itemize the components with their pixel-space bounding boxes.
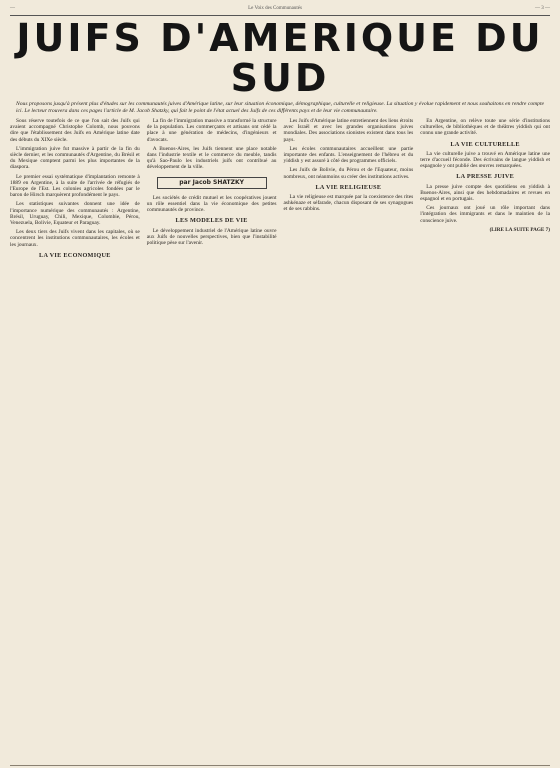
- paragraph: La vie culturelle juive a trouvé en Amérique latine une terre d'accueil féconde. Des écrivains de langue yiddish et espagnole y ont publié des œuvres remarquées.: [420, 150, 550, 170]
- paragraph: Les Juifs d'Amérique latine entretiennent des liens étroits avec Israël et avec les grandes organisations juives mondiales. Des associations sionistes existent dans tous les pays.: [283, 118, 414, 143]
- column-4: [420, 118, 550, 262]
- paragraph: La vie religieuse est marquée par la coexistence des rites ashkénaze et séfarade, chacun disposant de ses synagogues et de ses rabbins.: [283, 194, 414, 213]
- paragraph: La presse juive compte des quotidiens en yiddish à Buenos-Aires, ainsi que des hebdomadaires et revues en espagnol et en portugais.: [420, 183, 550, 203]
- paragraph: Les sociétés de crédit mutuel et les coopératives jouent un rôle essentiel dans la vie économique des petites communautés de province.: [146, 194, 277, 214]
- header-left: —: [10, 6, 15, 11]
- paragraph: En Argentine, on relève toute une série d'institutions culturelles, de bibliothèques et de théâtres yiddish qui ont connu une grande activité.: [420, 118, 550, 137]
- paragraph: Sous réserve toutefois de ce que l'on sait des Juifs qui avaient accompagné Christophe Colomb, nous pouvons dire que l'établissement des Juifs en Amérique latine date des débuts du XIXe siècle.: [10, 118, 140, 143]
- section-heading-economy: LA VIE ECONOMIQUE: [39, 251, 111, 259]
- paragraph: A Buenos-Aires, les Juifs tiennent une place notable dans l'industrie textile et le commerce du meuble, tandis qu'à Sao-Paulo les industriels juifs ont contribué au développement de la ville.: [146, 145, 277, 171]
- article-columns: [10, 118, 550, 262]
- section-heading-presse: LA PRESSE JUIVE: [456, 173, 515, 181]
- section-heading-modeles: LES MODELES DE VIE: [175, 217, 248, 225]
- section-heading-religion: LA VIE RELIGIEUSE: [315, 183, 382, 191]
- paragraph: Ces journaux ont joué un rôle important dans l'intégration des immigrants et dans le maintien de la conscience juive.: [420, 205, 550, 224]
- running-header: [10, 6, 550, 14]
- author-byline: par Jacob SHATZKY: [157, 177, 267, 189]
- paragraph: La fin de l'immigration massive a transformé la structure de la population. Les commerçants et artisans ont cédé la place à une génération de médecins, d'ingénieurs et d'avocats.: [146, 118, 277, 143]
- column-3: [284, 118, 414, 262]
- header-center: Le Voix des Communautés: [248, 6, 302, 11]
- column-1: [10, 118, 140, 262]
- paragraph: Le développement industriel de l'Amérique latine ouvre aux Juifs de nouvelles perspectives, bien que l'instabilité politique pèse sur l'avenir.: [146, 227, 277, 247]
- page-title: JUIFS D'AMERIQUE DU SUD: [16, 16, 544, 100]
- paragraph: Les statistiques suivantes donnent une idée de l'importance numérique des communautés : Argentine, Brésil, Uruguay, Chili, Mexique, Colombie, Pérou, Venezuela, Bolivie, Equateur et Paraguay.: [10, 201, 140, 227]
- header-right: — 3 —: [535, 6, 550, 11]
- column-2: [147, 118, 277, 262]
- paragraph: Les deux tiers des Juifs vivent dans les capitales, où se concentrent les institutions communautaires, les écoles et les journaux.: [10, 229, 140, 248]
- paragraph: Les Juifs de Bolivie, du Pérou et de l'Equateur, moins nombreux, ont néanmoins su créer des institutions actives.: [283, 167, 414, 180]
- continued-notice: (LIRE LA SUITE PAGE 7): [489, 226, 550, 233]
- paragraph: Le premier essai systématique d'implantation remonte à 1889 en Argentine, à la suite de l'arrivée de réfugiés de l'Europe de l'Est. Les colonies agricoles fondées par le baron de Hirsch marquèrent profondément le pays.: [10, 173, 140, 199]
- section-heading-culture: LA VIE CULTURELLE: [450, 140, 520, 148]
- intro-paragraph: Nous proposons jusqu'à présent plus d'études sur les communautés juives d'Amérique latine, sur leur situation économique, démographique, culturelle et religieuse. La situation y évolue rapidement et nous souhaitons en rendre compte ici. Le lecteur trouvera dans ces pages l'article de M. Jacob Shatzky, qui fait le point de l'état actuel des Juifs de ces différents pays et de leur vie communautaire.: [16, 101, 544, 114]
- paragraph: Les écoles communautaires accueillent une partie importante des enfants. L'enseignement de l'hébreu et du yiddish y est assuré à côté des programmes officiels.: [283, 145, 414, 165]
- paragraph: L'immigration juive fut massive à partir de la fin du siècle dernier, et les communautés d'Argentine, du Brésil et du Mexique comptent parmi les plus importantes de la diaspora.: [10, 145, 140, 171]
